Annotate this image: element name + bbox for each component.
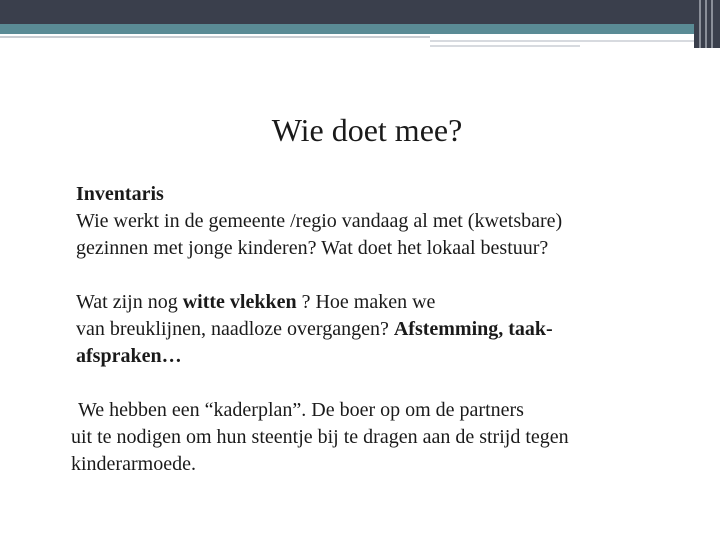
text-line: Wat zijn nog witte vlekken ? Hoe maken we <box>76 291 436 313</box>
text-line: afspraken… <box>76 345 182 367</box>
banner-divider-line <box>0 36 430 38</box>
banner-stripe <box>705 0 707 48</box>
text-line: gezinnen met jonge kinderen? Wat doet het lokaal bestuur? <box>76 237 549 259</box>
paragraph-inventaris <box>76 181 696 262</box>
banner-divider-line <box>430 45 580 47</box>
text-line: Wie werkt in de gemeente /regio vandaag al met (kwetsbare) <box>76 210 563 232</box>
banner-divider-line <box>430 40 694 42</box>
banner-stripe <box>699 0 701 48</box>
paragraph-witte-vlekken <box>76 289 696 370</box>
text-line: kinderarmoede. <box>71 453 196 475</box>
banner-accent-band <box>0 24 694 34</box>
paragraph-kaderplan <box>71 397 696 478</box>
text-line: We hebben een “kaderplan”. De boer op om de partners <box>78 399 524 421</box>
slide-title: Wie doet mee? <box>271 112 463 148</box>
top-banner-corner <box>694 0 720 48</box>
top-banner-bar <box>0 0 720 24</box>
slide-body <box>71 181 696 478</box>
paragraph-heading: Inventaris <box>76 183 164 205</box>
text-line: van breuklijnen, naadloze overgangen? Afstemming, taak- <box>76 318 553 340</box>
text-line: uit te nodigen om hun steentje bij te dragen aan de strijd tegen <box>71 426 569 448</box>
banner-stripe <box>711 0 713 48</box>
